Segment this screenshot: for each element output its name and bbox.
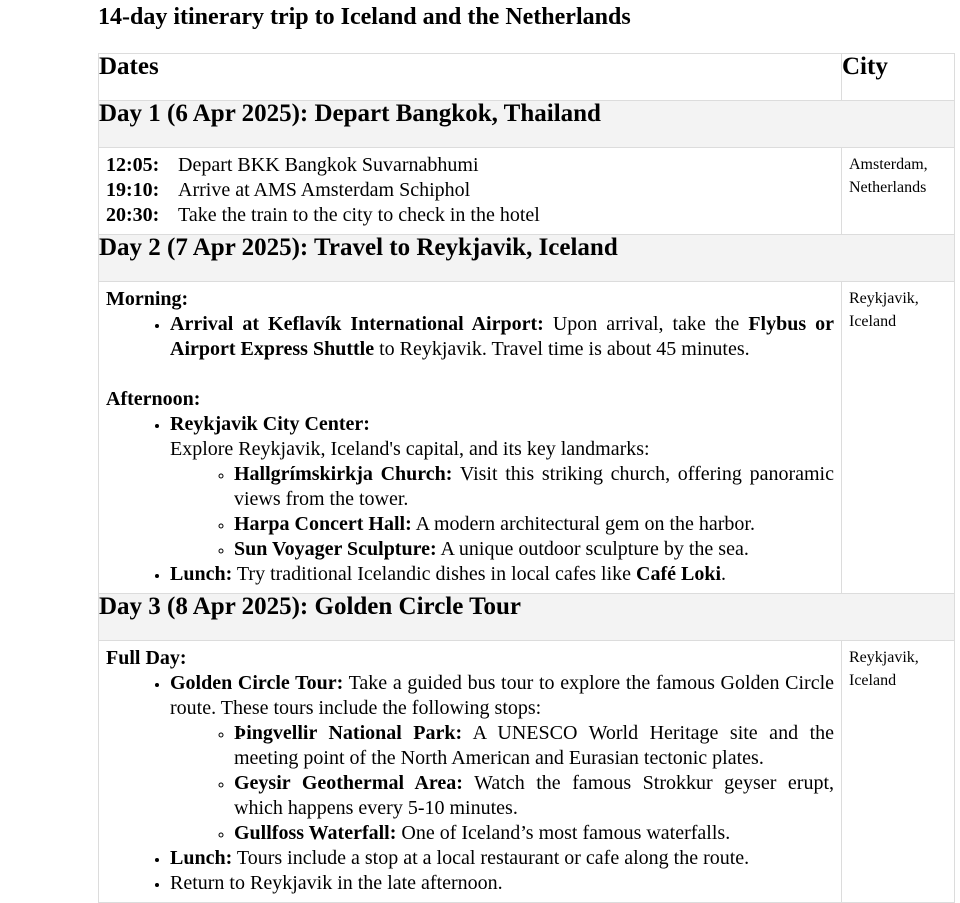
- list-item: • Lunch: Tours include a stop at a local restaurant or cafe along the route.: [170, 846, 834, 871]
- time-entry: [106, 203, 834, 228]
- header-city: City: [842, 54, 955, 101]
- itinerary-table: [98, 53, 955, 903]
- time-label: 20:30:: [106, 204, 160, 226]
- day-2-heading: Day 2 (7 Apr 2025): Travel to Reykjavik, Iceland: [99, 235, 955, 282]
- landmark-list: [170, 462, 834, 562]
- page-title: 14-day itinerary trip to Iceland and the Netherlands: [98, 4, 631, 30]
- sub-list-item: ◦ Harpa Concert Hall: A modern architectural gem on the harbor.: [234, 512, 834, 537]
- sub-list-item: ◦ Geysir Geothermal Area: Watch the famous Strokkur geyser erupt, which happens every 5-10 minutes.: [234, 771, 834, 821]
- item-title: Lunch:: [170, 847, 233, 869]
- day-3-heading: Day 3 (8 Apr 2025): Golden Circle Tour: [99, 594, 955, 641]
- section-label-full-day: Full Day:: [106, 647, 187, 669]
- list-item: • Reykjavik City Center: Explore Reykjavik, Iceland's capital, and its key landmarks: ◦ Hallgrímskirkja Church: Visit this striking church, offering panoramic views from the tower. ◦ Harpa Concert Hall: A modern architectural gem on the harbor. ◦ Sun Voyager Sculpture: A unique outdoor sculpture by the sea.: [170, 412, 834, 562]
- list-item: • Golden Circle Tour: Take a guided bus tour to explore the famous Golden Circle route. These tours include the following stops: ◦ Þingvellir National Park: A UNESCO World Heritage site and the meeting point of the North American and Eurasian tectonic plates. ◦ Geysir Geothermal Area: Watch the famous Strokkur geyser erupt, which happens every 5-10 minutes. ◦ Gullfoss Waterfall: One of Iceland’s most famous waterfalls.: [170, 671, 834, 846]
- day-heading-row: [99, 594, 955, 641]
- section-label-afternoon: Afternoon:: [106, 388, 201, 410]
- time-label: 12:05:: [106, 154, 160, 176]
- full-day-list: [106, 671, 834, 896]
- day-2-row: [99, 282, 955, 594]
- item-title: Arrival at Keflavík International Airport:: [170, 313, 544, 335]
- item-title: Lunch:: [170, 563, 233, 585]
- day-1-city: Amsterdam, Netherlands: [842, 148, 955, 235]
- cafe-name: Café Loki: [636, 563, 722, 585]
- time-entry: [106, 153, 834, 178]
- time-text: Depart BKK Bangkok Suvarnabhumi: [178, 154, 479, 176]
- day-3-row: [99, 641, 955, 903]
- table-header-row: [99, 54, 955, 101]
- time-label: 19:10:: [106, 179, 160, 201]
- day-1-heading: Day 1 (6 Apr 2025): Depart Bangkok, Thailand: [99, 101, 955, 148]
- afternoon-list: [106, 412, 834, 587]
- header-dates: Dates: [99, 54, 842, 101]
- day-2-activities: [99, 282, 842, 594]
- time-text: Take the train to the city to check in the hotel: [178, 204, 540, 226]
- list-item: • Return to Reykjavik in the late afternoon.: [170, 871, 834, 896]
- item-title: Golden Circle Tour:: [170, 672, 344, 694]
- day-heading-row: [99, 101, 955, 148]
- sub-list-item: ◦ Hallgrímskirkja Church: Visit this striking church, offering panoramic views from the tower.: [234, 462, 834, 512]
- list-item: • Lunch: Try traditional Icelandic dishes in local cafes like Café Loki.: [170, 562, 834, 587]
- day-3-city: Reykjavik, Iceland: [842, 641, 955, 903]
- day-1-row: [99, 148, 955, 235]
- sub-list-item: ◦ Gullfoss Waterfall: One of Iceland’s most famous waterfalls.: [234, 821, 834, 846]
- morning-list: [106, 312, 834, 362]
- item-title: Reykjavik City Center:: [170, 413, 370, 435]
- day-3-activities: [99, 641, 842, 903]
- day-2-city: Reykjavik, Iceland: [842, 282, 955, 594]
- day-heading-row: [99, 235, 955, 282]
- sub-list-item: ◦ Sun Voyager Sculpture: A unique outdoor sculpture by the sea.: [234, 537, 834, 562]
- shuttle-name: Flybus or Airport Express Shuttle: [170, 313, 835, 360]
- time-text: Arrive at AMS Amsterdam Schiphol: [178, 179, 471, 201]
- day-1-activities: [99, 148, 842, 235]
- stops-list: [170, 721, 834, 846]
- sub-list-item: ◦ Þingvellir National Park: A UNESCO World Heritage site and the meeting point of the North American and Eurasian tectonic plates.: [234, 721, 834, 771]
- section-label-morning: Morning:: [106, 288, 189, 310]
- list-item: • Arrival at Keflavík International Airport: Upon arrival, take the Flybus or Airport Express Shuttle to Reykjavik. Travel time is about 45 minutes.: [170, 312, 834, 362]
- time-entry: [106, 178, 834, 203]
